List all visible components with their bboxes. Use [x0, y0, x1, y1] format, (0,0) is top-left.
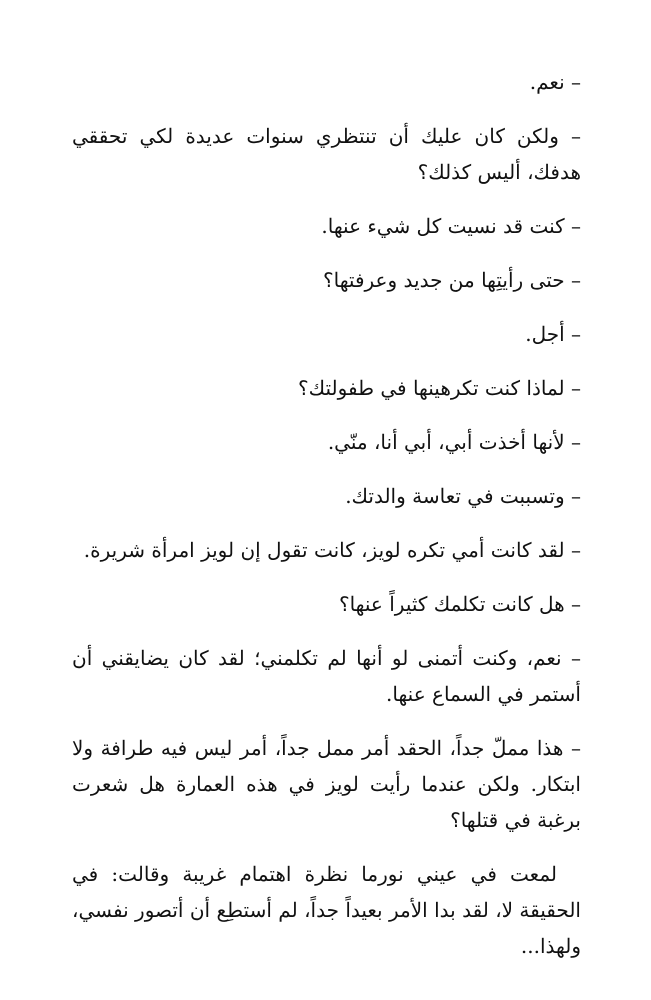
dialogue-line: – هذا مملّ جداً، الحقد أمر ممل جداً، أمر ليس فيه طرافة ولا ابتكار. ولكن عندما رأيت لويز في هذه العمارة هل شعرت برغبة في قتلها؟ — [72, 736, 581, 832]
dialogue-line: – لماذا كنت تكرهينها في طفولتك؟ — [298, 376, 581, 400]
dialogue-line: – هل كانت تكلمك كثيراً عنها؟ — [338, 592, 581, 616]
dialogue-line: – لقد كانت أمي تكره لويز، كانت تقول إن لويز امرأة شريرة. — [83, 538, 581, 562]
dialogue-line: – ولكن كان عليك أن تنتظري سنوات عديدة لكي تحققي هدفك، أليس كذلك؟ — [72, 124, 581, 184]
narrative-paragraph: لمعت في عيني نورما نظرة اهتمام غريبة وقالت: في الحقيقة لا، لقد بدا الأمر بعيداً جداً، لم أستطِع أن أتصور نفسي، ولهذا... — [72, 862, 581, 958]
dialogue-line: – حتى رأيتِها من جديد وعرفتها؟ — [323, 268, 581, 292]
dialogue-line: – نعم. — [529, 70, 581, 94]
dialogue-line: – أجل. — [525, 322, 581, 346]
dialogue-line: – وتسببت في تعاسة والدتك. — [345, 484, 581, 508]
dialogue-line: – لأنها أخذت أبي، أبي أنا، منّي. — [327, 430, 581, 454]
dialogue-line: – نعم، وكنت أتمنى لو أنها لم تكلمني؛ لقد كان يضايقني أن أستمر في السماع عنها. — [72, 646, 581, 706]
dialogue-line: – كنت قد نسيت كل شيء عنها. — [321, 214, 581, 238]
